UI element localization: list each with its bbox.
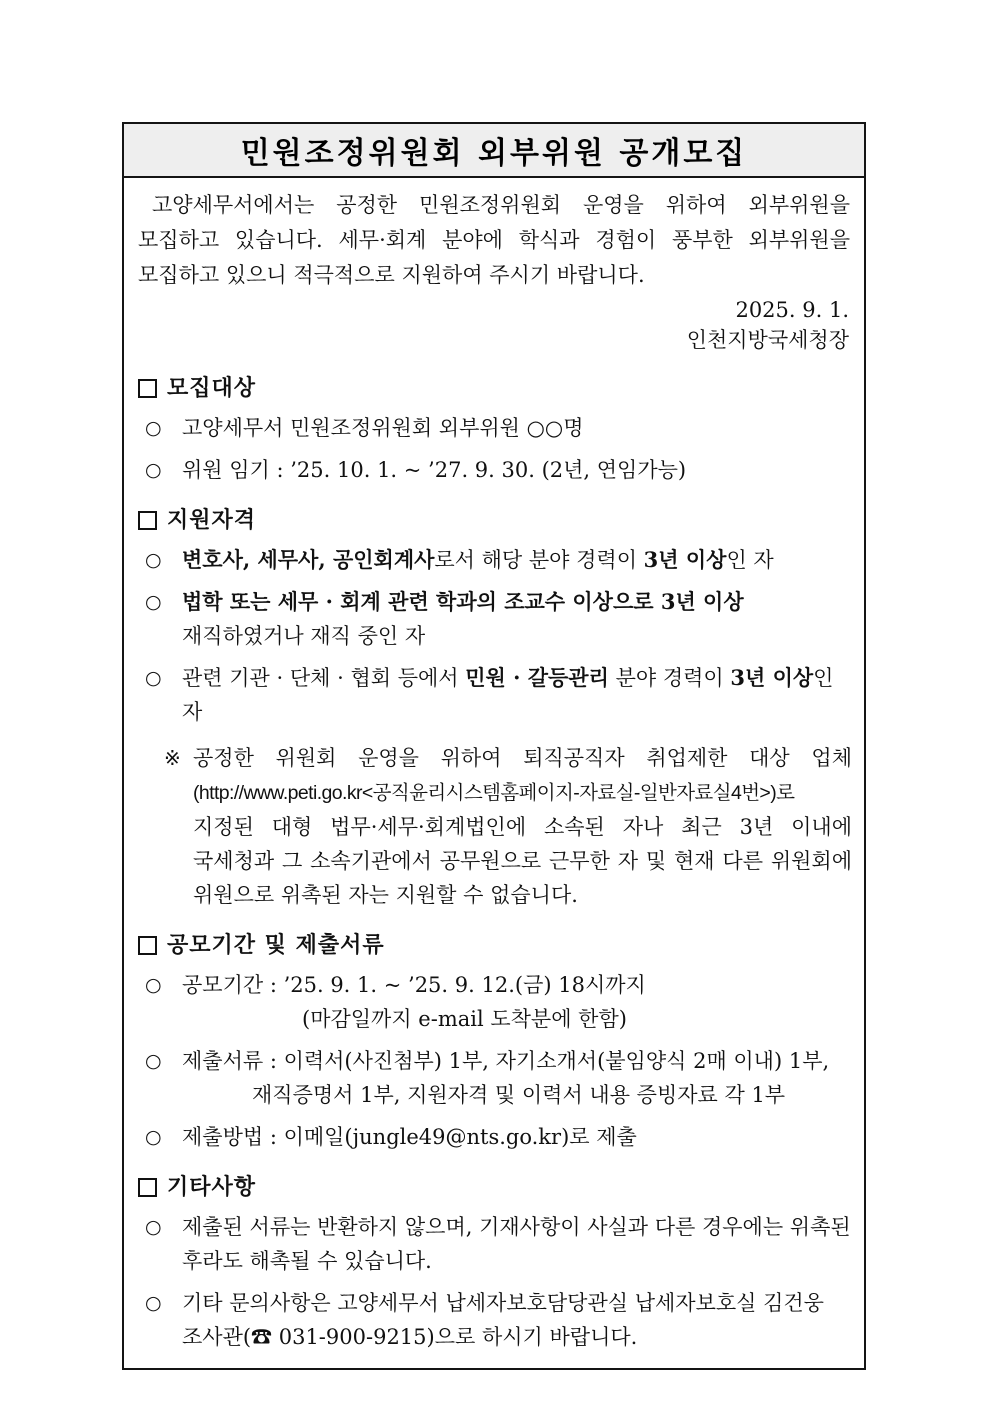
method-value: 이메일(jungle49@nts.go.kr)로 제출 <box>283 1125 637 1149</box>
documents-line1: 이력서(사진첨부) 1부, 자기소개서(붙임양식 2매 이내) 1부, <box>283 1049 830 1073</box>
circle-bullet-icon: ○ <box>145 549 162 571</box>
bullet-item-qualify-3 <box>136 661 852 729</box>
bullet-item-documents <box>136 1044 852 1112</box>
section-heading-qualify <box>136 505 852 535</box>
bullet-item-text: 3년 이상 <box>643 547 727 572</box>
square-box-icon <box>138 511 157 530</box>
section-heading-etc <box>136 1172 852 1202</box>
note-text: 공정한 위원회 운영을 위하여 퇴직공직자 취업제한 대상 업체 <box>193 746 852 770</box>
bullet-item-text: 제출된 서류는 반환하지 않으며, 기재사항이 사실과 다른 경우에는 위촉된 후라도 해촉될 수 있습니다. <box>182 1215 851 1273</box>
bullet-item-text: 인 자 <box>726 548 774 572</box>
circle-bullet-icon: ○ <box>145 974 162 996</box>
section-heading-label: 지원자격 <box>167 507 257 533</box>
section-qualifications <box>136 505 852 912</box>
notice-date: 2025. 9. 1. <box>735 298 849 322</box>
bullet-item-method <box>136 1120 852 1154</box>
bullet-item-etc-2 <box>136 1286 852 1354</box>
square-box-icon <box>138 936 157 955</box>
period-value: ’25. 9. 1. ~ ’25. 9. 12.(금) 18시까지 <box>283 973 646 997</box>
bullet-item-text: 로서 해당 분야 경력이 <box>434 548 644 572</box>
restriction-note <box>136 741 852 912</box>
notice-signature: 인천지방국세청장 <box>686 328 849 352</box>
documents-line2: 재직증명서 1부, 지원자격 및 이력서 내용 증빙자료 각 1부 <box>252 1083 786 1107</box>
circle-bullet-icon: ○ <box>145 667 162 689</box>
bullet-item-text: 분야 경력이 <box>608 666 731 690</box>
bullet-item-text: 변호사, 세무사, 공인회계사 <box>182 547 435 572</box>
notice-body <box>124 178 864 1368</box>
bullet-item-text: 재직하였거나 재직 중인 자 <box>182 624 426 648</box>
bullet-item-etc-1 <box>136 1210 852 1278</box>
circle-bullet-icon: ○ <box>145 1292 162 1314</box>
note-text: 지정된 대형 법무·세무·회계법인에 소속된 자나 최근 3년 이내에 국세청과 그 소속기관에서 공무원으로 근무한 자 및 현재 다른 위원회에 위원으로 위촉된 자는 지원할 수 없습니다. <box>193 815 852 907</box>
section-heading-recruit <box>136 373 852 403</box>
bullet-item-text: 관련 기관 · 단체 · 협회 등에서 <box>182 666 466 690</box>
square-box-icon <box>138 379 157 398</box>
period-note: (마감일까지 e-mail 도착분에 한함) <box>302 1007 627 1031</box>
bullet-item-text: 고양세무서 민원조정위원회 외부위원 ○○명 <box>182 416 584 440</box>
section-heading-label: 모집대상 <box>167 375 257 401</box>
circle-bullet-icon: ○ <box>145 591 162 613</box>
bullet-item-recruit-1 <box>136 411 852 445</box>
date-signature-block <box>136 295 852 355</box>
notice-title <box>124 124 864 178</box>
section-heading-apply <box>136 930 852 960</box>
circle-bullet-icon: ○ <box>145 1126 162 1148</box>
note-url-text: (http://www.peti.go.kr<공직윤리시스템홈페이지-자료실-일반자료실4번>)로 <box>193 782 795 804</box>
bullet-item-qualify-2 <box>136 585 852 653</box>
bullet-item-recruit-2 <box>136 453 852 487</box>
method-label: 제출방법 : <box>182 1125 284 1149</box>
reference-mark-icon: ※ <box>164 746 181 770</box>
bullet-item-text: 법학 또는 세무 · 회계 관련 학과의 조교수 이상으로 3년 이상 <box>182 589 744 614</box>
intro-paragraph: 고양세무서에서는 공정한 민원조정위원회 운영을 위하여 외부위원을 모집하고 있습니다. 세무·회계 분야에 학식과 경험이 풍부한 외부위원을 모집하고 있으니 적극적으로 지원하여 주시기 바랍니다. <box>138 193 850 287</box>
notice-box <box>122 122 866 1370</box>
section-etc <box>136 1172 852 1354</box>
bullet-item-text: 인 자 <box>182 666 834 724</box>
square-box-icon <box>138 1178 157 1197</box>
bullet-item-text: 기타 문의사항은 고양세무서 납세자보호담당관실 납세자보호실 김건웅 조사관(☎ 031-900-9215)으로 하시기 바랍니다. <box>182 1291 824 1349</box>
circle-bullet-icon: ○ <box>145 1216 162 1238</box>
bullet-item-period <box>136 968 852 1036</box>
circle-bullet-icon: ○ <box>145 459 162 481</box>
section-heading-label: 공모기간 및 제출서류 <box>167 932 385 958</box>
bullet-item-text: 3년 이상 <box>730 665 814 690</box>
bullet-item-qualify-1 <box>136 543 852 577</box>
circle-bullet-icon: ○ <box>145 417 162 439</box>
period-label: 공모기간 : <box>182 973 284 997</box>
bullet-item-text: 민원 · 갈등관리 <box>465 665 609 690</box>
section-application <box>136 930 852 1154</box>
notice-title-text: 민원조정위원회 외부위원 공개모집 <box>240 136 748 171</box>
circle-bullet-icon: ○ <box>145 1050 162 1072</box>
section-heading-label: 기타사항 <box>167 1174 257 1200</box>
section-recruit-target <box>136 373 852 487</box>
documents-label: 제출서류 : <box>182 1049 284 1073</box>
bullet-item-text: 위원 임기 : ’25. 10. 1. ~ ’27. 9. 30. (2년, 연임가능) <box>182 458 687 482</box>
